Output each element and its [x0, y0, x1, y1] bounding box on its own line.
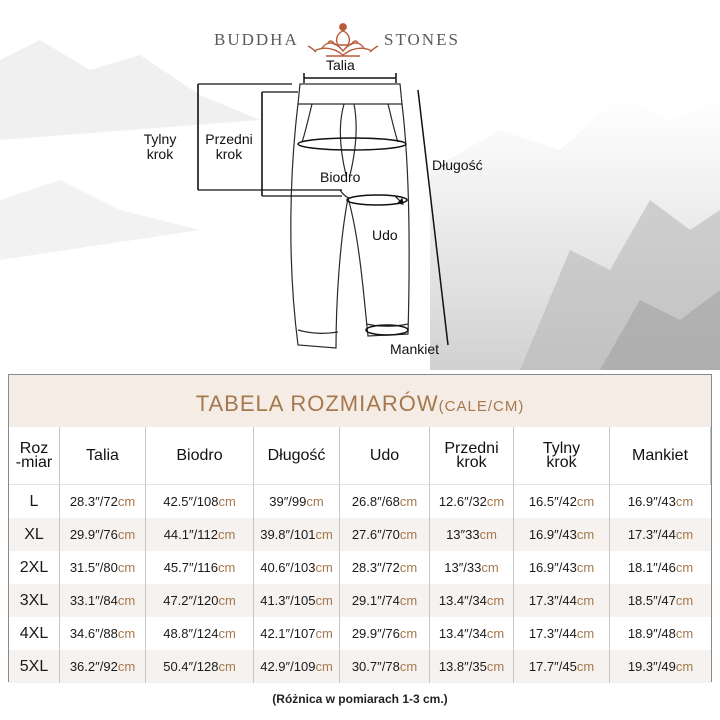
- unit-label: cm: [117, 626, 136, 641]
- unit-label: cm: [399, 560, 418, 575]
- measure-value: 26.8″/68: [351, 494, 400, 509]
- measure-cell-cuff: [610, 518, 711, 551]
- unit-label: cm: [217, 560, 236, 575]
- measure-cell-waist: [60, 551, 146, 584]
- measure-cell-thigh: [340, 551, 430, 584]
- measure-value: 18.9″/48: [627, 626, 676, 641]
- label-front-rise-line1: Przedni: [205, 131, 253, 147]
- measure-cell-length: [254, 584, 340, 617]
- unit-label: cm: [576, 560, 595, 575]
- measure-value: 18.1″/46: [627, 560, 676, 575]
- measure-cell-cuff: [610, 584, 711, 617]
- unit-label: cm: [315, 560, 333, 575]
- header-size-line1: Roz: [19, 439, 49, 457]
- measure-value: 31.5″/80: [69, 560, 118, 575]
- measure-value: 42.1″/107: [260, 626, 316, 641]
- measure-value: 13.4″/34: [438, 626, 487, 641]
- unit-label: cm: [399, 593, 418, 608]
- size-chart-table: [8, 374, 712, 682]
- unit-label: cm: [117, 560, 136, 575]
- header-thigh: Udo: [340, 427, 430, 485]
- measure-value: 16.9″/43: [528, 560, 577, 575]
- measure-value: 36.2″/92: [69, 659, 118, 674]
- unit-label: cm: [576, 527, 595, 542]
- header-front-rise-line1: Przedni: [444, 439, 499, 457]
- header-front-rise-line2: krok: [456, 453, 487, 471]
- unit-label: cm: [486, 494, 505, 509]
- measure-value: 47.2″/120: [163, 593, 219, 608]
- header-cuff: Mankiet: [610, 427, 711, 485]
- unit-label: cm: [675, 527, 694, 542]
- measure-value: 28.3″/72: [351, 560, 400, 575]
- measure-cell-thigh: [340, 584, 430, 617]
- hip-measure-ellipse: [298, 138, 406, 150]
- measure-cell-waist: [60, 650, 146, 683]
- header-back-rise-line1: Tylny: [542, 439, 581, 457]
- measure-cell-back: [514, 551, 610, 584]
- measure-cell-hip: [146, 485, 254, 518]
- unit-label: cm: [486, 626, 505, 641]
- measure-cell-length: [254, 617, 340, 650]
- measure-value: 17.3″/44: [528, 593, 577, 608]
- measure-value: 42.9″/109: [260, 659, 316, 674]
- measure-value: 33.1″/84: [69, 593, 118, 608]
- header-waist: Talia: [60, 427, 146, 485]
- size-cell: 3XL: [9, 584, 60, 617]
- measure-cell-length: [254, 551, 340, 584]
- unit-label: cm: [218, 659, 236, 674]
- unit-label: cm: [306, 494, 324, 509]
- header-front-rise: [430, 427, 514, 485]
- measure-cell-length: [254, 518, 340, 551]
- measure-cell-hip: [146, 551, 254, 584]
- table-title-main: TABELA ROZMIARÓW: [195, 391, 439, 416]
- measure-cell-hip: [146, 650, 254, 683]
- unit-label: cm: [675, 560, 694, 575]
- unit-label: cm: [218, 626, 236, 641]
- unit-label: cm: [117, 659, 136, 674]
- measure-value: 17.3″/44: [528, 626, 577, 641]
- unit-label: cm: [486, 659, 505, 674]
- measure-value: 13″33: [446, 527, 480, 542]
- label-front-rise: [197, 132, 261, 162]
- waistband-outline: [298, 84, 402, 104]
- header-hip: Biodro: [146, 427, 254, 485]
- label-waist: Talia: [326, 57, 355, 73]
- measure-cell-hip: [146, 518, 254, 551]
- size-cell: L: [9, 485, 60, 518]
- measure-cell-waist: [60, 584, 146, 617]
- unit-label: cm: [315, 626, 333, 641]
- unit-label: cm: [675, 626, 694, 641]
- unit-label: cm: [399, 494, 418, 509]
- measure-cell-length: [254, 485, 340, 518]
- length-measure-line: [418, 90, 448, 345]
- unit-label: cm: [399, 626, 418, 641]
- measure-value: 39″/99: [269, 494, 307, 509]
- brand-name-right: STONES: [384, 30, 460, 49]
- unit-label: cm: [399, 527, 418, 542]
- measure-cell-waist: [60, 518, 146, 551]
- measure-value: 17.7″/45: [528, 659, 577, 674]
- unit-label: cm: [675, 494, 694, 509]
- unit-label: cm: [399, 659, 418, 674]
- measure-cell-back: [514, 617, 610, 650]
- measure-value: 29.9″/76: [69, 527, 118, 542]
- measure-value: 28.3″/72: [69, 494, 118, 509]
- label-back-rise-line1: Tylny: [143, 131, 177, 147]
- measure-cell-thigh: [340, 617, 430, 650]
- unit-label: cm: [481, 560, 499, 575]
- label-hip: Biodro: [320, 169, 361, 185]
- measure-cell-cuff: [610, 485, 711, 518]
- header-back-rise-line2: krok: [546, 453, 577, 471]
- unit-label: cm: [675, 593, 694, 608]
- measurement-footnote: (Różnica w pomiarach 1-3 cm.): [272, 692, 448, 706]
- label-length: Długość: [432, 157, 483, 173]
- label-back-rise: [136, 132, 184, 162]
- header-size-line2: -miar: [15, 453, 53, 471]
- unit-label: cm: [315, 659, 333, 674]
- measure-cell-waist: [60, 617, 146, 650]
- measure-value: 17.3″/44: [627, 527, 676, 542]
- header-size: [9, 427, 60, 485]
- measure-cell-front: [430, 584, 514, 617]
- size-grid: [9, 427, 711, 683]
- measure-cell-thigh: [340, 650, 430, 683]
- unit-label: cm: [217, 527, 236, 542]
- measure-cell-front: [430, 518, 514, 551]
- measure-cell-cuff: [610, 551, 711, 584]
- measure-cell-back: [514, 584, 610, 617]
- measure-value: 13″/33: [444, 560, 482, 575]
- unit-label: cm: [576, 626, 595, 641]
- table-title: [9, 375, 711, 428]
- unit-label: cm: [675, 659, 694, 674]
- size-cell: 5XL: [9, 650, 60, 683]
- measure-cell-front: [430, 617, 514, 650]
- measure-value: 40.6″/103: [260, 560, 316, 575]
- measure-cell-hip: [146, 617, 254, 650]
- measure-value: 39.8″/101: [260, 527, 316, 542]
- unit-label: cm: [315, 527, 333, 542]
- measure-value: 29.9″/76: [351, 626, 400, 641]
- measure-value: 18.5″/47: [627, 593, 676, 608]
- measure-value: 16.9″/43: [627, 494, 676, 509]
- measure-value: 42.5″/108: [163, 494, 219, 509]
- unit-label: cm: [218, 593, 236, 608]
- measure-cell-hip: [146, 584, 254, 617]
- unit-label: cm: [117, 593, 136, 608]
- measure-value: 50.4″/128: [163, 659, 219, 674]
- label-cuff: Mankiet: [390, 341, 440, 357]
- unit-label: cm: [218, 494, 236, 509]
- header-length: Długość: [254, 427, 340, 485]
- measure-cell-back: [514, 518, 610, 551]
- unit-label: cm: [117, 527, 136, 542]
- brand-name-left: BUDDHA: [214, 30, 299, 49]
- unit-label: cm: [576, 494, 595, 509]
- measure-value: 44.1″/112: [163, 527, 218, 542]
- measure-cell-length: [254, 650, 340, 683]
- measure-value: 16.9″/43: [528, 527, 577, 542]
- measure-value: 13.4″/34: [438, 593, 487, 608]
- measure-cell-front: [430, 485, 514, 518]
- measure-cell-thigh: [340, 485, 430, 518]
- table-title-unit: (CALE/CM): [438, 398, 525, 415]
- measure-value: 19.3″/49: [627, 659, 676, 674]
- measure-cell-front: [430, 650, 514, 683]
- measure-value: 29.1″/74: [351, 593, 400, 608]
- measure-value: 48.8″/124: [163, 626, 219, 641]
- measure-value: 45.7″/116: [163, 560, 218, 575]
- measure-cell-front: [430, 551, 514, 584]
- measure-value: 13.8″/35: [438, 659, 487, 674]
- unit-label: cm: [576, 659, 595, 674]
- unit-label: cm: [315, 593, 333, 608]
- measure-cell-waist: [60, 485, 146, 518]
- label-front-rise-line2: krok: [215, 146, 243, 162]
- unit-label: cm: [479, 527, 497, 542]
- size-cell: 2XL: [9, 551, 60, 584]
- measure-cell-back: [514, 650, 610, 683]
- unit-label: cm: [486, 593, 505, 608]
- size-cell: 4XL: [9, 617, 60, 650]
- measure-value: 34.6″/88: [69, 626, 118, 641]
- label-thigh: Udo: [372, 227, 398, 243]
- measure-cell-cuff: [610, 617, 711, 650]
- measure-cell-thigh: [340, 518, 430, 551]
- measure-value: 30.7″/78: [351, 659, 400, 674]
- measure-cell-back: [514, 485, 610, 518]
- measure-value: 16.5″/42: [528, 494, 577, 509]
- header-back-rise: [514, 427, 610, 485]
- measure-cell-cuff: [610, 650, 711, 683]
- size-cell: XL: [9, 518, 60, 551]
- label-back-rise-line2: krok: [146, 146, 174, 162]
- measure-value: 41.3″/105: [260, 593, 316, 608]
- measure-value: 12.6″/32: [438, 494, 487, 509]
- unit-label: cm: [576, 593, 595, 608]
- unit-label: cm: [117, 494, 136, 509]
- measure-value: 27.6″/70: [351, 527, 400, 542]
